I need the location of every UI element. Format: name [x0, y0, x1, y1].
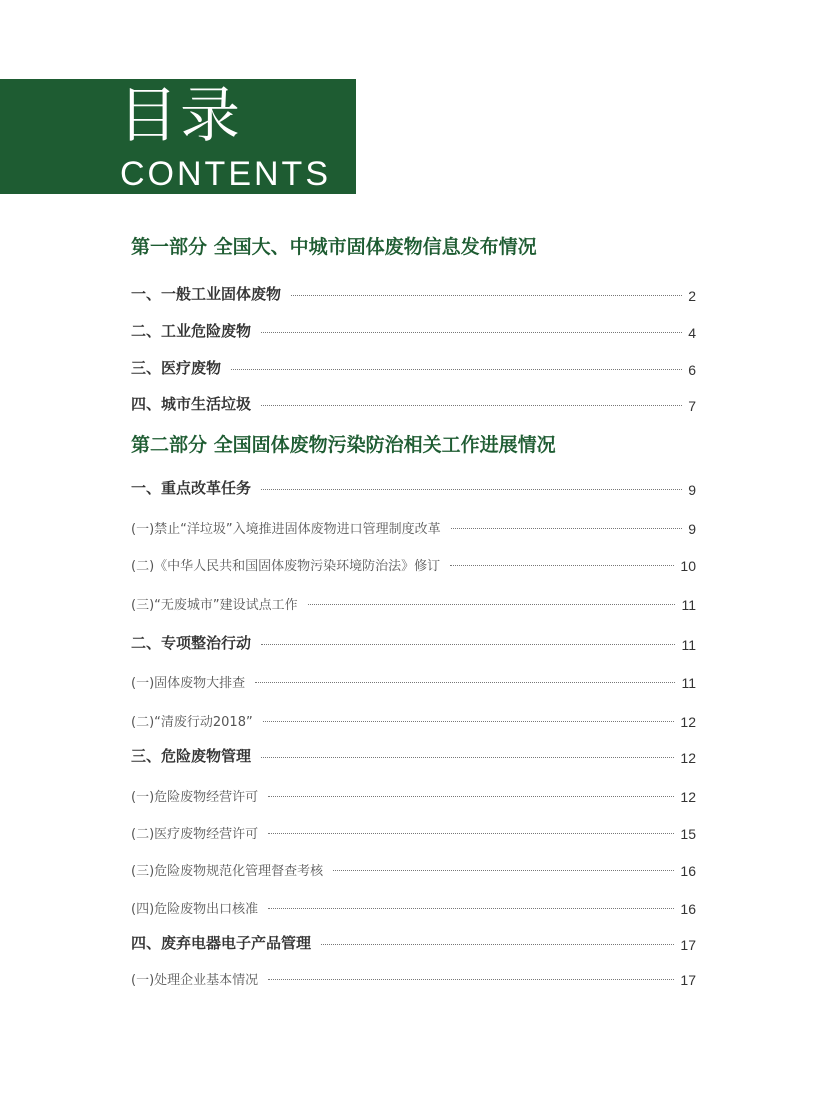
toc-page-number: 11	[681, 675, 696, 691]
dot-leader	[451, 528, 683, 529]
toc-page-number: 16	[680, 863, 696, 879]
toc-page-number: 10	[680, 558, 696, 574]
dot-leader	[450, 565, 674, 566]
toc-entry[interactable]	[131, 820, 696, 842]
toc-page-number: 17	[680, 972, 696, 988]
toc-entry-label: 四、城市生活垃圾	[131, 395, 252, 413]
dot-leader	[268, 833, 674, 834]
toc-page-number: 11	[681, 597, 696, 613]
toc-page-number: 9	[688, 482, 696, 498]
toc-entry[interactable]	[131, 319, 696, 341]
toc-entry-label: 一、一般工业固体废物	[131, 285, 282, 303]
toc-entry[interactable]	[131, 783, 696, 805]
toc-part-title: 第二部分 全国固体废物污染防治相关工作进展情况	[131, 434, 556, 456]
toc-page-number: 15	[680, 826, 696, 842]
toc-page-number: 12	[680, 789, 696, 805]
toc-entry-label: (一)危险废物经营许可	[131, 790, 259, 805]
toc-entry[interactable]	[131, 708, 696, 730]
page-title: 目录	[118, 81, 242, 151]
toc-page-number: 11	[681, 637, 696, 653]
toc-entry[interactable]	[131, 966, 696, 988]
toc-entry[interactable]	[131, 895, 696, 917]
toc-entry[interactable]	[131, 744, 696, 766]
dot-leader	[261, 405, 682, 406]
toc-entry-label: 二、工业危险废物	[131, 322, 252, 340]
toc-entry-label: (二)“清废行动2018”	[131, 715, 253, 730]
toc-page-number: 12	[680, 750, 696, 766]
toc-page-number: 17	[680, 937, 696, 953]
toc-page-number: 6	[688, 362, 696, 378]
dot-leader	[333, 870, 674, 871]
toc-page-number: 4	[688, 325, 696, 341]
dot-leader	[268, 796, 674, 797]
toc-entry[interactable]	[131, 931, 696, 953]
toc-entry-label: (三)危险废物规范化管理督查考核	[131, 864, 324, 879]
dot-leader	[291, 295, 682, 296]
toc-page-number: 9	[688, 521, 696, 537]
toc-entry-label: (一)固体废物大排查	[131, 676, 246, 691]
toc-page-number: 7	[688, 398, 696, 414]
dot-leader	[268, 908, 674, 909]
dot-leader	[268, 979, 674, 980]
toc-entry[interactable]	[131, 515, 696, 537]
toc-entry-label: (二)医疗废物经营许可	[131, 827, 259, 842]
toc-entry[interactable]	[131, 591, 696, 613]
toc-page-number: 12	[680, 714, 696, 730]
toc-entry-label: 三、危险废物管理	[131, 747, 252, 765]
toc-entry[interactable]	[131, 669, 696, 691]
toc-entry-label: 二、专项整治行动	[131, 634, 252, 652]
toc-entry-label: (二)《中华人民共和国固体废物污染环境防治法》修订	[131, 559, 441, 574]
toc-entry[interactable]	[131, 857, 696, 879]
toc-entry[interactable]	[131, 631, 696, 653]
toc-entry[interactable]	[131, 356, 696, 378]
dot-leader	[231, 369, 682, 370]
page-subtitle: CONTENTS	[120, 155, 331, 193]
dot-leader	[261, 332, 682, 333]
toc-entry-label: (四)危险废物出口核准	[131, 902, 259, 917]
dot-leader	[261, 489, 682, 490]
toc-entry-label: 三、医疗废物	[131, 359, 222, 377]
toc-page-number: 16	[680, 901, 696, 917]
toc-part-title: 第一部分 全国大、中城市固体废物信息发布情况	[131, 236, 537, 258]
dot-leader	[255, 682, 675, 683]
toc-entry-label: (一)处理企业基本情况	[131, 973, 259, 988]
dot-leader	[263, 721, 675, 722]
toc-entry[interactable]	[131, 282, 696, 304]
dot-leader	[261, 757, 674, 758]
toc-entry[interactable]	[131, 392, 696, 414]
toc-entry[interactable]	[131, 476, 696, 498]
toc-entry-label: (三)“无废城市”建设试点工作	[131, 598, 298, 613]
toc-entry-label: 一、重点改革任务	[131, 479, 252, 497]
dot-leader	[321, 944, 674, 945]
dot-leader	[261, 644, 675, 645]
toc-entry-label: (一)禁止“洋垃圾”入境推进固体废物进口管理制度改革	[131, 522, 441, 537]
dot-leader	[308, 604, 676, 605]
toc-page-number: 2	[688, 288, 696, 304]
toc-entry-label: 四、废弃电器电子产品管理	[131, 934, 312, 952]
toc-entry[interactable]	[131, 552, 696, 574]
